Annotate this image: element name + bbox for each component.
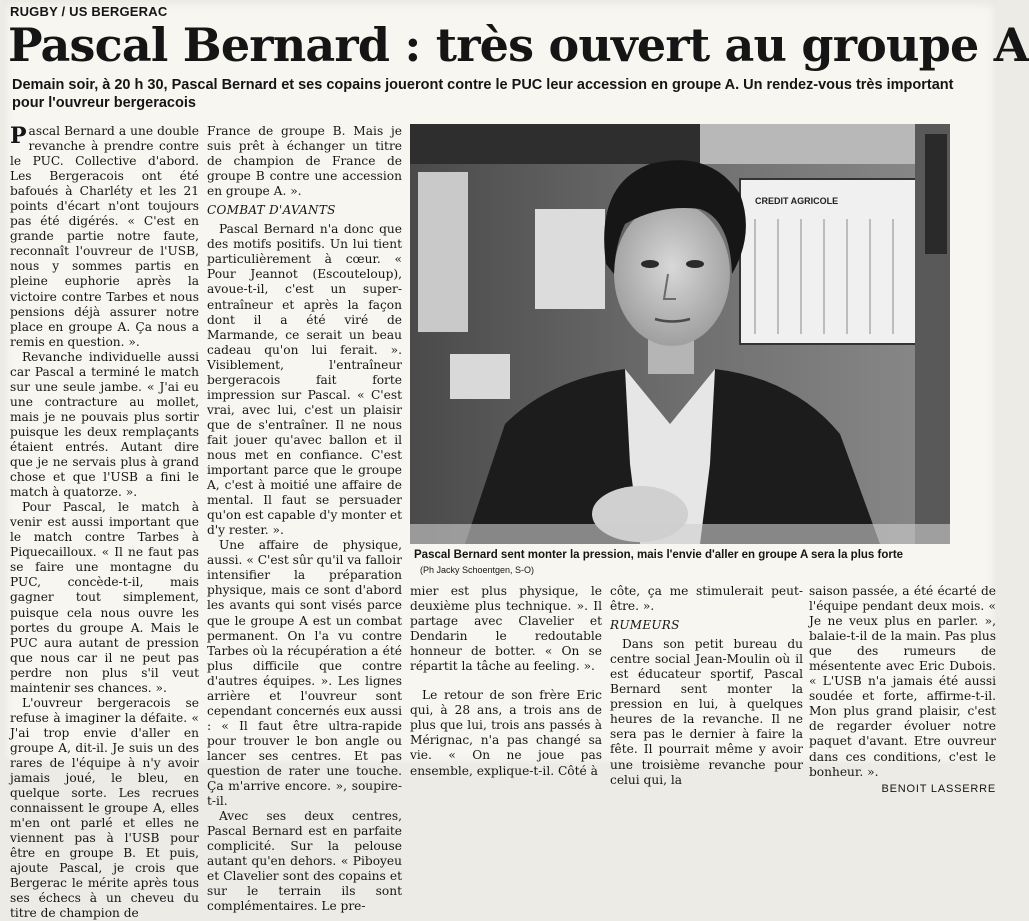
subheading: COMBAT D'AVANTS: [207, 203, 336, 218]
photo-caption: Pascal Bernard sent monter la pression, mais l'envie d'aller en groupe A sera la plus forte: [414, 549, 904, 561]
text-column-3: [410, 584, 602, 778]
paragraph: Une affaire de physique, aussi. « C'est sûr qu'il va falloir intensifier la préparation physique, mais ce sont d'abord les avants qui sont visés parce que le groupe A est un combat permanent. On l'a vu contre Tarbes où la récupération a été plus difficile que contre d'autres équipes. ». Les lignes arrière et l'ouvreur sont cependant concernés eux aussi : « Il faut être ultra-rapide pour trouver le bon angle ou lancer ses centres. Et pas question de rater une touche. Ça m'arrive encore. », soupire-t-il.: [207, 538, 402, 809]
text-column-1: [10, 123, 199, 921]
paragraph: [10, 124, 199, 350]
paragraph: France de groupe B. Mais je suis prêt à échanger un titre de champion de France de groupe B contre une accession en groupe A. ».: [207, 124, 402, 199]
text-column-5: [809, 584, 996, 795]
paragraph: L'ouvreur bergeracois se refuse à imaginer la défaite. « J'ai trop envie d'aller en groupe A, dit-il. Je suis un des rares de l'équipe à n'y avoir jamais joué, le bleu, en quelque sorte. Les recrues connaissent le groupe A, elles m'en ont parlé et elles ne viennent pas à l'USB pour être en groupe B. Et puis, ajoute Pascal, je crois que Bergerac le mérite après tous ses échecs à un cheveu du titre de champion de: [10, 695, 199, 921]
photo-image: [410, 124, 950, 544]
article-headline: Pascal Bernard : très ouvert au groupe A: [8, 18, 1029, 72]
paragraph: côte, ça me stimulerait peut-être. ».: [610, 584, 803, 614]
subheading: RUMEURS: [610, 618, 680, 633]
paragraph: mier est plus physique, le deuxième plus technique. ». Il partage avec Clavelier et Dendarin le redoutable honneur de botter. « On se répartit la tâche au feeling. ».: [410, 584, 602, 674]
sign-text: CREDIT AGRICOLE: [755, 196, 839, 206]
paragraph: saison passée, a été écarté de l'équipe pendant deux mois. « Je ne veux plus en parler. », balaie-t-il de la main. Pas plus que des rumeurs de mésentente avec Eric Dubois. « L'USB n'a jamais été aussi soudée et forte, affirme-t-il. Mon plus grand plaisir, c'est de regarder évoluer notre paquet d'avant. Etre ouvreur dans ces conditions, c'est le bonheur. ».: [809, 584, 996, 779]
photo-credit: (Ph Jacky Schoentgen, S-O): [420, 565, 535, 575]
article-deck: Demain soir, à 20 h 30, Pascal Bernard et ses copains joueront contre le PUC leur accession en groupe A. Un rendez-vous très important pour l'ouvreur bergeracois: [12, 77, 954, 111]
section-rubric: RUGBY / US BERGERAC: [10, 4, 168, 19]
paragraph: Dans son petit bureau du centre social Jean-Moulin où il est éducateur sportif, Pascal Bernard sent monter la pression en lui, à quelques heures de la revanche. Il ne sera pas le dernier à faire la fête. Il pourrait même y avoir une troisième revanche pour celui qui, la: [610, 637, 803, 787]
paragraph: Revanche individuelle aussi car Pascal a terminé le match sur une seule jambe. « J'ai eu une contracture au mollet, mais je ne pouvais plus sortir puisque les deux remplaçants étaient entrés. Autant dire que je ne servais plus à grand chose et que l'USB a fini le match à quatorze. ».: [10, 349, 199, 500]
paragraph: Avec ses deux centres, Pascal Bernard est en parfaite complicité. Sur la pelouse autant qu'en dehors. « Piboyeu et Clavelier sont des copains et sur le terrain ils sont complémentaires. Le pre-: [207, 809, 402, 914]
byline: BENOIT LASSERRE: [881, 782, 996, 795]
paragraph: Pour Pascal, le match à venir est aussi important que le match contre Tarbes à Piquecailloux. « Il ne faut pas se faire une montagne du PUC, concède-t-il, mais gagner tout simplement, puisque cela nous ouvre les portes du groupe A. Mais le PUC aura autant de pression que nous car il ne peut pas perdre non plus s'il veut maintenir ses chances. ».: [10, 500, 199, 695]
drop-cap: P: [10, 123, 27, 149]
portrait-photo: [410, 124, 950, 544]
text-column-2: [207, 124, 402, 914]
paragraph: Pascal Bernard n'a donc que des motifs positifs. Un lui tient particulièrement à cœur. « Pour Jeannot (Escouteloup), avoue-t-il, c'est un super-entraîneur et après la façon dont il a été viré de Marmande, ce serait un beau cadeau qu'on lui ferait. ». Visiblement, l'entraîneur bergeracois fait forte impression sur Pascal. « C'est vrai, avec lui, c'est un plaisir que de s'entraîner. Il ne nous fait jouer qu'avec ballon et il nous met en confiance. C'est important parce que le groupe A, c'est à moitié une affaire de mental. Il faut se persuader qu'on est capable d'y monter et d'y rester. ».: [207, 222, 402, 538]
paragraph: Le retour de son frère Eric qui, à 28 ans, a trois ans de plus que lui, trois ans passés à Mérignac, n'a pas changé sa vie. « On ne joue pas ensemble, explique-t-il. Côté à: [410, 688, 602, 778]
text-column-4: [610, 584, 803, 787]
newspaper-page: [4, 2, 1029, 921]
paragraph-text: ascal Bernard a une double revanche à prendre contre le PUC. Collective d'abord. Les Bergeracois ont été bafoués à Charléty et les 21 points d'écart n'ont toujours pas été digérés. « C'est en grande partie notre faute, reconnaît l'ouvreur de l'USB, nous y sommes partis en pleine euphorie après la victoire contre Tarbes et nous pensions déjà assurer notre place en groupe A. Ça nous a remis en question. ».: [10, 124, 199, 349]
